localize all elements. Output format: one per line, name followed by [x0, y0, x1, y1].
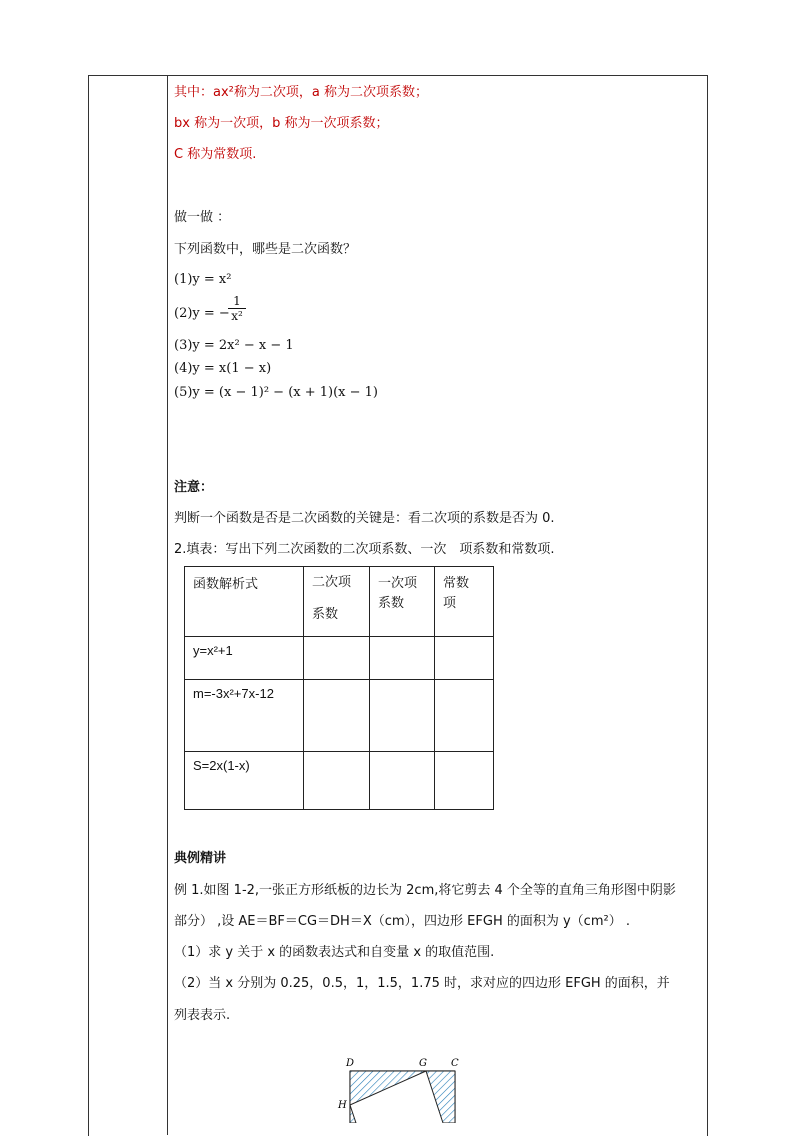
- example-line-2: 部分） ,设 AE＝BF＝CG＝DH＝X（cm），四边形 EFGH 的面积为 y（cm²） .: [174, 914, 630, 929]
- fraction-numerator: 1: [228, 294, 246, 309]
- definition-line-2: bx 称为一次项，b 称为一次项系数；: [174, 116, 389, 131]
- table-row: [185, 752, 494, 810]
- function-item-3: (3)y = 2x² − x − 1: [174, 338, 294, 353]
- row-function-3: S=2x(1-x): [185, 752, 304, 810]
- fill-in-table: [184, 566, 494, 810]
- blank-cell[interactable]: [370, 680, 435, 752]
- header-quadratic-coef: 二次项 系数: [304, 567, 370, 637]
- definition-line-3: C 称为常数项.: [174, 147, 257, 162]
- blank-cell[interactable]: [370, 752, 435, 810]
- note-text: 判断一个函数是否是二次函数的关键是：看二次项的系数是否为 0.: [174, 511, 555, 526]
- definition-line-1: 其中：ax²称为二次项，a 称为二次项系数；: [174, 85, 428, 100]
- blank-cell[interactable]: [370, 637, 435, 680]
- header-linear-coef: 一次项 系数: [370, 567, 435, 637]
- label-d: D: [346, 1058, 355, 1069]
- example-question-1: （1）求 y 关于 x 的函数表达式和自变量 x 的取值范围.: [174, 945, 495, 960]
- shaded-triangle-left: [350, 1105, 356, 1123]
- label-g: G: [419, 1058, 427, 1069]
- example-heading: 典例精讲: [174, 851, 227, 866]
- blank-cell[interactable]: [435, 680, 494, 752]
- fill-table-instruction: 2.填表：写出下列二次函数的二次项系数、一次 项系数和常数项.: [174, 542, 555, 557]
- exercise-heading: 做一做 ：: [174, 210, 231, 225]
- blank-cell[interactable]: [304, 680, 370, 752]
- table-header-row: [185, 567, 494, 637]
- fraction: [228, 294, 246, 324]
- function-item-1: (1)y = x²: [174, 272, 232, 287]
- square-figure: [330, 1050, 470, 1123]
- column-divider: [167, 75, 168, 1135]
- label-c: C: [451, 1058, 459, 1069]
- example-question-2-cont: 列表表示.: [174, 1008, 231, 1023]
- note-heading: 注意：: [174, 480, 214, 495]
- blank-cell[interactable]: [304, 637, 370, 680]
- shaded-triangle-right: [426, 1071, 455, 1123]
- blank-cell[interactable]: [435, 752, 494, 810]
- example-line-1: 例 1.如图 1-2,一张正方形纸板的边长为 2cm,将它剪去 4 个全等的直角三角形图中阴影: [174, 883, 676, 898]
- fraction-denominator: x²: [231, 309, 243, 323]
- table-row: [185, 680, 494, 752]
- label-h: H: [338, 1100, 347, 1111]
- row-function-1: y=x²+1: [185, 637, 304, 680]
- blank-cell[interactable]: [435, 637, 494, 680]
- exercise-question: 下列函数中，哪些是二次函数？: [174, 242, 357, 257]
- table-row: [185, 637, 494, 680]
- function-item-2: (2)y = −: [174, 306, 230, 321]
- example-question-2: （2）当 x 分别为 0.25，0.5，1，1.5，1.75 时，求对应的四边形 EFGH 的面积，并: [174, 976, 670, 991]
- function-item-5: (5)y = (x − 1)² − (x + 1)(x − 1): [174, 385, 378, 400]
- row-function-2: m=-3x²+7x-12: [185, 680, 304, 752]
- blank-cell[interactable]: [304, 752, 370, 810]
- shaded-triangle-top: [350, 1071, 426, 1105]
- header-function: 函数解析式: [185, 567, 304, 637]
- header-constant: 常数 项: [435, 567, 494, 637]
- function-item-4: (4)y = x(1 − x): [174, 361, 272, 376]
